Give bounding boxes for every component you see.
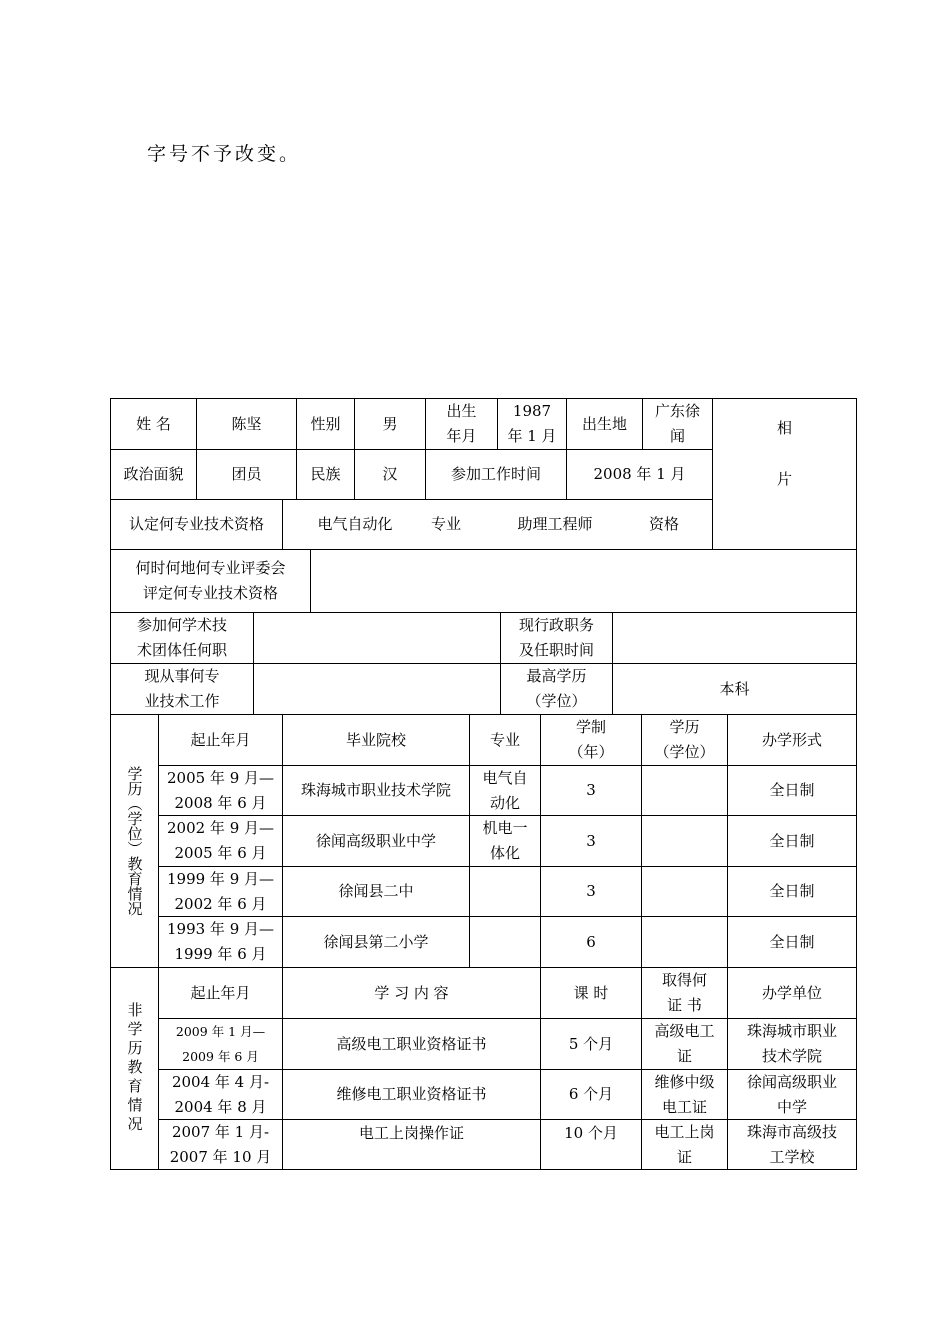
table-row-cell: 高级电工职业资格证书 [336,1034,487,1053]
table-row-cell: 1999 年 9 月— 2002 年 6 月 [166,869,275,913]
table-row-cell: 2009 年 1 月— 2009 年 6 月 [175,1024,266,1064]
birth-value: 1987 年 1 月 [507,402,557,445]
edu-header-form: 办学形式 [761,730,822,749]
table-row-cell: 6 [586,932,596,951]
table-row-cell: 高级电工 证 [654,1022,715,1065]
train-header-period: 起止年月 [190,983,251,1002]
table-row-cell: 机电一 体化 [482,819,528,862]
birthplace-value: 广东徐 闻 [654,402,700,445]
train-header-unit: 办学单位 [761,983,822,1002]
work-start-value: 2008 年 1 月 [593,465,686,483]
birthplace-label: 出生地 [581,414,627,433]
table-row-cell [642,816,727,866]
table-row-cell [642,766,727,815]
table-row-cell: 全日制 [769,882,815,900]
edu-header-school: 毕业院校 [345,730,406,749]
table-rule [282,499,283,550]
photo-label-2: 片 [776,470,792,488]
position-label: 现行政职务 及任职时间 [518,616,594,659]
work-start-label: 参加工作时间 [450,465,541,483]
table-row-cell: 电工上岗 证 [654,1122,715,1166]
table-row-cell: 徐闻县二中 [338,882,414,900]
table-row-cell: 2005 年 9 月— 2008 年 6 月 [166,768,275,812]
table-row-cell: 2002 年 9 月— 2005 年 6 月 [166,819,275,862]
training-section-label: 非学历教育情况 [125,1002,144,1135]
table-row-cell: 5 个月 [568,1034,614,1053]
ethnic-label: 民族 [310,465,341,483]
table-row-cell [642,867,727,916]
committee-value [311,550,856,612]
table-rule [110,1169,857,1170]
society-value [254,613,500,663]
table-row-cell: 10 个月 [564,1123,618,1142]
current-work-value [254,664,500,714]
table-row-cell: 电工上岗操作证 [358,1123,464,1142]
qualification-title-suffix: 资格 [648,515,679,533]
qualification-title: 助理工程师 [517,515,593,533]
education-section-label: 学历（学位）教育情况 [125,766,144,916]
edu-header-major: 专业 [489,730,520,749]
birth-label: 出生 年月 [446,402,477,445]
edu-header-years: 学制 （年） [568,718,614,761]
current-work-label: 现从事何专 业技术工作 [144,667,220,710]
committee-label: 何时何地何专业评委会 评定何专业技术资格 [135,559,286,602]
table-row-cell [642,917,727,967]
table-row-cell: 3 [586,781,596,799]
society-label: 参加何学术技 术团体任何职 [136,616,227,659]
table-row-cell: 3 [586,831,596,850]
table-row-cell [470,917,540,967]
table-row-cell: 全日制 [769,831,815,850]
table-row-cell: 徐闻高级职业中学 [315,831,436,850]
qualification-major-suffix: 专业 [430,515,461,533]
edu-header-period: 起止年月 [190,730,251,749]
table-row-cell: 珠海市高级技 工学校 [746,1122,837,1166]
train-header-certificate: 取得何 证 书 [661,971,707,1014]
highest-degree-label: 最高学历 （学位） [526,667,587,710]
train-header-hours: 课 时 [573,983,609,1002]
table-row-cell: 3 [586,882,596,900]
table-row-cell: 全日制 [769,932,815,951]
table-row-cell: 徐闻高级职业 中学 [746,1072,837,1116]
table-row-cell [470,867,540,916]
table-row-cell: 珠海城市职业 技术学院 [746,1022,837,1065]
table-row-cell: 珠海城市职业技术学院 [300,781,451,799]
table-row-cell: 维修中级 电工证 [654,1072,715,1116]
highest-degree-value: 本科 [719,679,750,698]
ethnic-value: 汉 [382,465,398,483]
intro-text: 字号不予改变。 [147,143,302,165]
table-row-cell: 2007 年 1 月- 2007 年 10 月 [169,1122,272,1166]
name-value: 陈坚 [231,414,262,433]
table-row-cell: 维修电工职业资格证书 [336,1085,487,1103]
table-rule [856,398,857,1170]
table-row-cell: 电气自 动化 [482,768,528,812]
position-value [613,613,856,663]
table-row-cell: 6 个月 [568,1085,614,1103]
gender-label: 性别 [310,414,341,433]
name-label: 姓 名 [136,414,171,433]
table-row-cell: 1993 年 9 月— 1999 年 6 月 [166,920,275,963]
table-row-cell: 2004 年 4 月- 2004 年 8 月 [171,1072,270,1116]
political-value: 团员 [231,465,262,483]
gender-value: 男 [382,414,398,433]
train-header-content: 学 习 内 容 [374,983,449,1002]
table-row-cell: 徐闻县第二小学 [323,932,429,951]
political-label: 政治面貌 [123,465,184,483]
qualification-major: 电气自动化 [317,515,393,533]
edu-header-degree: 学历 （学位） [654,718,715,761]
table-row-cell: 全日制 [769,781,815,799]
photo-label-1: 相 [776,419,792,437]
qualification-label: 认定何专业技术资格 [128,515,264,533]
